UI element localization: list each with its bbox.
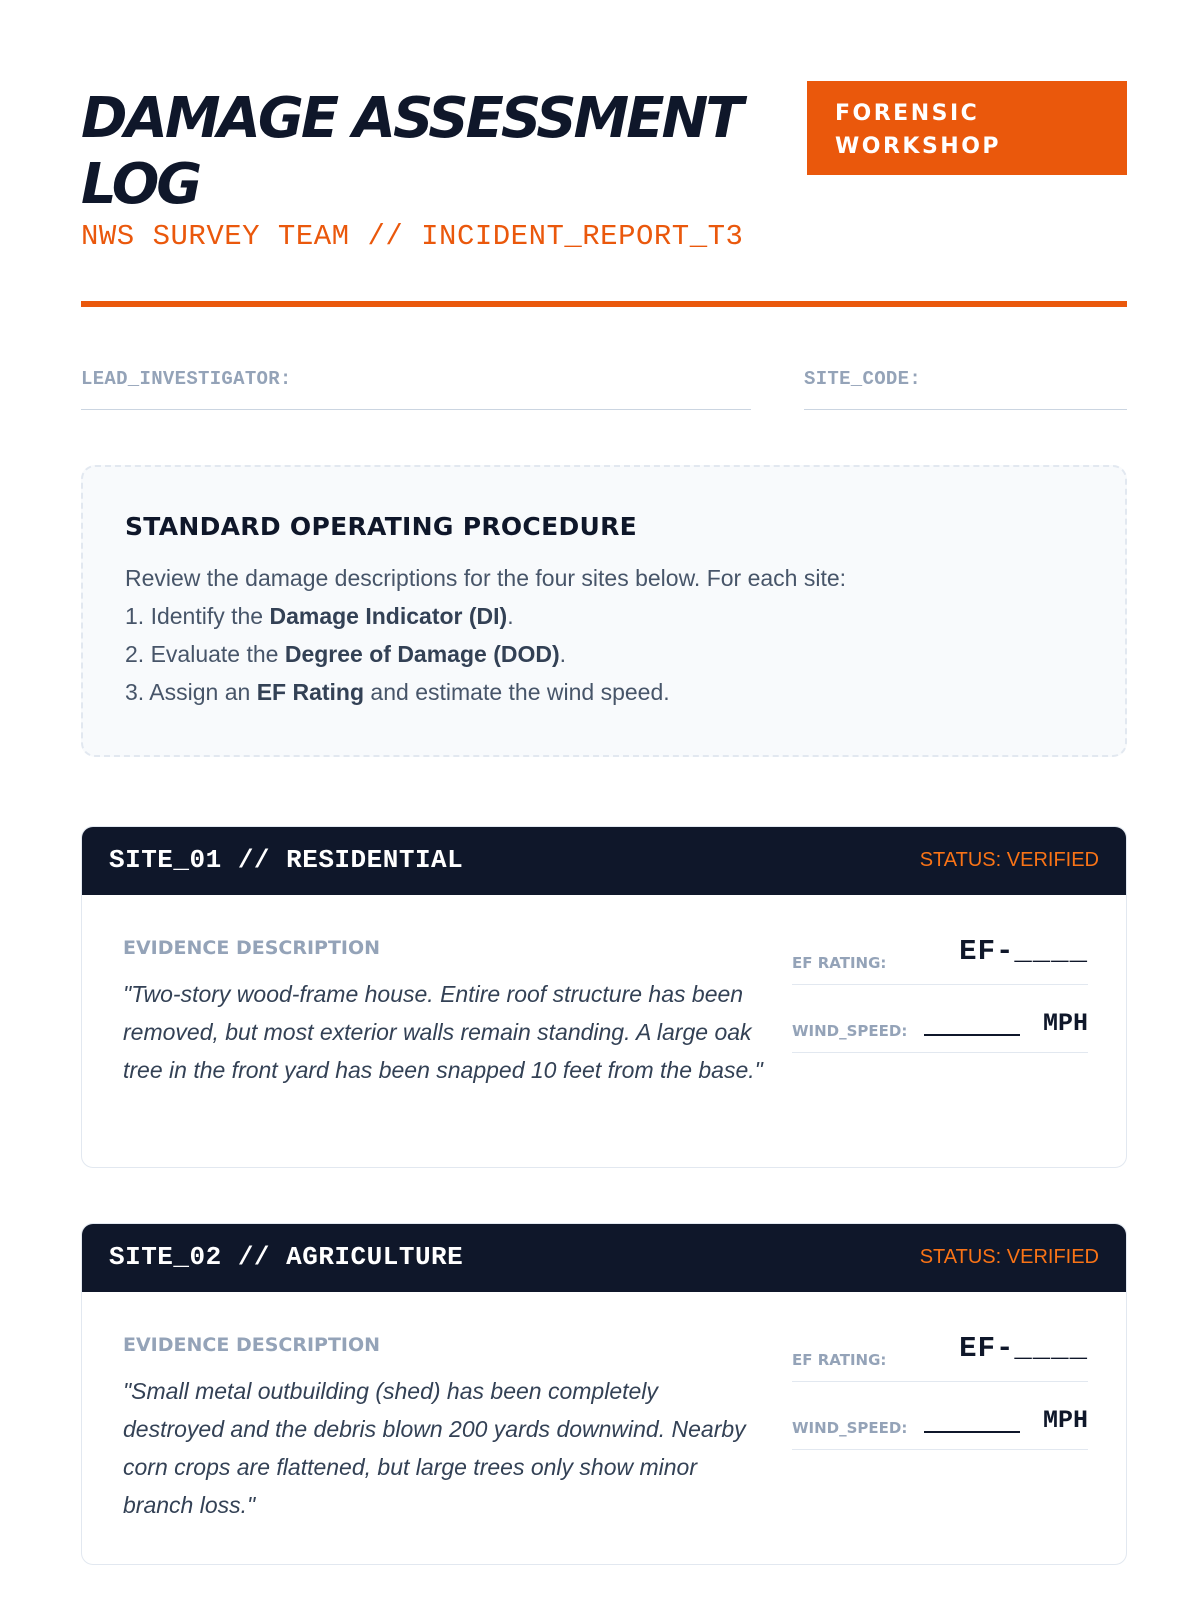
header-divider bbox=[81, 301, 1127, 307]
sop-step-3-bold: EF Rating bbox=[256, 679, 365, 705]
header bbox=[81, 80, 1127, 308]
wind-speed-unit: MPH bbox=[1042, 1009, 1088, 1038]
sop-step-2-prefix: 2. Evaluate the bbox=[125, 641, 285, 667]
sop-step-1-suffix: . bbox=[507, 603, 514, 629]
sop-step-3-prefix: 3. Assign an bbox=[125, 679, 257, 705]
ef-rating-row[interactable] bbox=[792, 917, 1088, 985]
site-code-label: SITE_CODE: bbox=[804, 368, 922, 390]
wind-speed-label: WIND_SPEED: bbox=[792, 1022, 908, 1040]
sop-step-2-bold: Degree of Damage (DOD) bbox=[284, 641, 560, 667]
badge-line-1: FORENSIC bbox=[835, 101, 980, 126]
lead-investigator-label: LEAD_INVESTIGATOR: bbox=[81, 368, 292, 390]
status-badge: STATUS: VERIFIED bbox=[919, 849, 1099, 871]
wind-speed-label: WIND_SPEED: bbox=[792, 1419, 908, 1437]
sop-step-2 bbox=[125, 635, 1083, 673]
status-badge: STATUS: VERIFIED bbox=[919, 1246, 1099, 1268]
badge-line-2: WORKSHOP bbox=[835, 134, 1002, 159]
site-code-field[interactable] bbox=[804, 368, 1127, 410]
site-card-header bbox=[82, 827, 1126, 895]
forensic-workshop-badge bbox=[807, 81, 1127, 175]
sop-step-2-suffix: . bbox=[559, 641, 567, 667]
evidence-label: EVIDENCE DESCRIPTION bbox=[123, 937, 381, 959]
assessment-metrics bbox=[792, 917, 1088, 1053]
wind-speed-row[interactable] bbox=[792, 985, 1088, 1053]
ef-rating-value[interactable]: EF-____ bbox=[959, 1332, 1088, 1365]
ef-rating-label: EF RATING: bbox=[792, 1351, 887, 1369]
wind-speed-blank[interactable] bbox=[924, 1034, 1020, 1036]
sop-step-1-prefix: 1. Identify the bbox=[125, 603, 270, 629]
site-card-02 bbox=[81, 1223, 1127, 1565]
page-subtitle: NWS SURVEY TEAM // INCIDENT_REPORT_T3 bbox=[81, 220, 744, 253]
site-card-header bbox=[82, 1224, 1126, 1292]
ef-rating-value[interactable]: EF-____ bbox=[959, 935, 1088, 968]
ef-rating-row[interactable] bbox=[792, 1314, 1088, 1382]
ef-rating-label: EF RATING: bbox=[792, 954, 887, 972]
lead-investigator-field[interactable] bbox=[81, 368, 751, 410]
sop-box bbox=[81, 465, 1127, 757]
sop-step-1-bold: Damage Indicator (DI) bbox=[269, 603, 508, 629]
sop-step-3 bbox=[125, 673, 1083, 711]
wind-speed-row[interactable] bbox=[792, 1382, 1088, 1450]
evidence-description: "Two-story wood-frame house. Entire roof structure has been removed, but most exterior walls remain standing. A large oak tree in the front yard has been snapped 10 feet from the base." bbox=[123, 981, 763, 1083]
sop-step-1 bbox=[125, 597, 1083, 635]
sop-step-3-suffix: and estimate the wind speed. bbox=[364, 679, 670, 705]
site-title: SITE_02 // AGRICULTURE bbox=[109, 1242, 464, 1272]
evidence-description: "Small metal outbuilding (shed) has been completely destroyed and the debris blown 200 yards downwind. Nearby corn crops are flattened, but large trees only show minor branch loss." bbox=[123, 1378, 746, 1518]
page-title: DAMAGE ASSESSMENT LOG bbox=[81, 86, 741, 217]
site-title: SITE_01 // RESIDENTIAL bbox=[109, 845, 464, 875]
wind-speed-unit: MPH bbox=[1042, 1406, 1088, 1435]
assessment-metrics bbox=[792, 1314, 1088, 1450]
sop-title: STANDARD OPERATING PROCEDURE bbox=[125, 512, 638, 541]
sop-intro: Review the damage descriptions for the four sites below. For each site: bbox=[125, 565, 847, 591]
wind-speed-blank[interactable] bbox=[924, 1431, 1020, 1433]
site-card-01 bbox=[81, 826, 1127, 1168]
sop-body bbox=[125, 559, 1083, 711]
evidence-label: EVIDENCE DESCRIPTION bbox=[123, 1334, 381, 1356]
